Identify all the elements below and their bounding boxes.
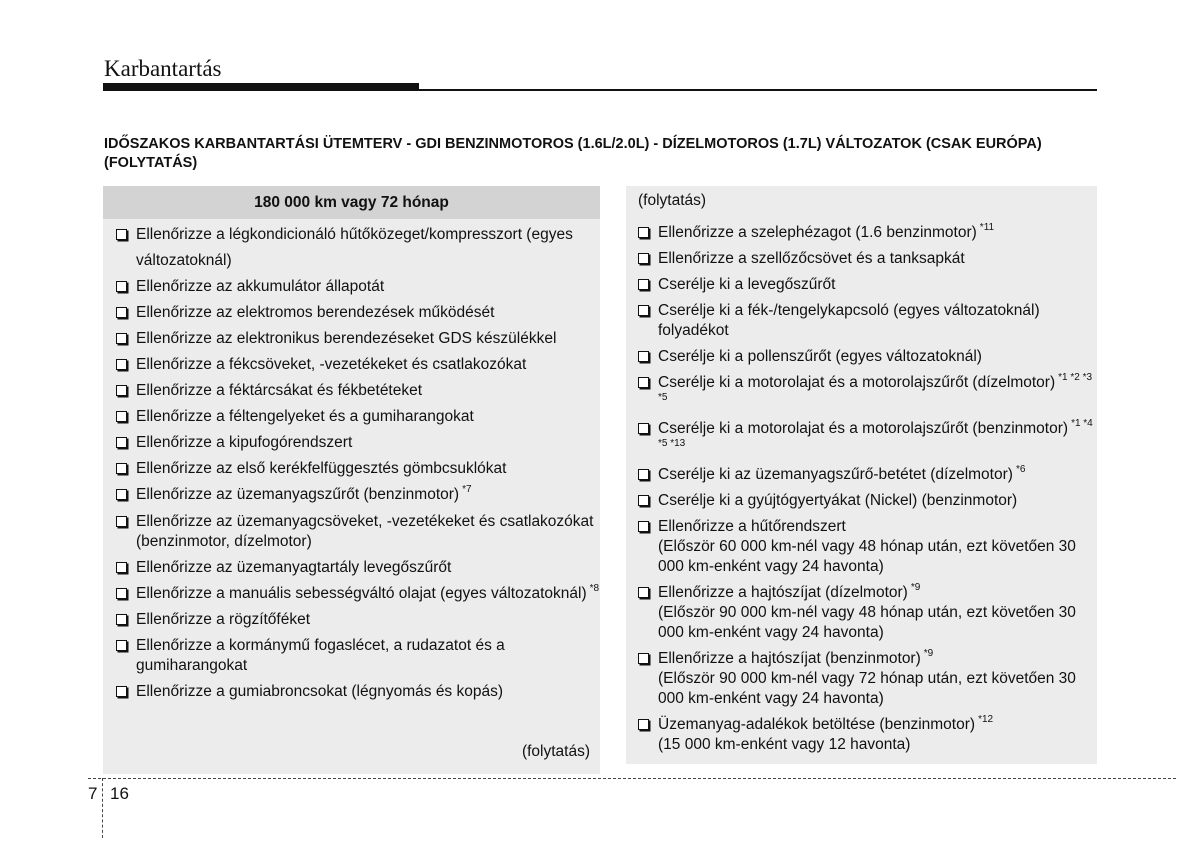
page-number: 16 (110, 784, 129, 803)
footnote-ref: *6 (1015, 464, 1026, 475)
checklist-item (116, 512, 600, 552)
footnote-ref: *1 *4 *5 *13 (658, 418, 1093, 449)
footnote-ref: *1 *2 *3 *5 (658, 372, 1093, 403)
checkbox-icon (116, 463, 127, 474)
item-text: Ellenőrizze a szelephézagot (1.6 benzinmotor) (658, 224, 977, 241)
checklist-item (116, 482, 600, 508)
item-text: Ellenőrizze a kipufogórendszert (136, 434, 353, 451)
item-text: Cserélje ki a motorolajat és a motorolajszűrőt (dízelmotor) (658, 374, 1056, 391)
checklist-item (116, 300, 600, 326)
left-schedule-box (103, 186, 600, 774)
continued-label: (folytatás) (521, 743, 590, 760)
chapter-number: 7 (88, 784, 98, 803)
item-text: Üzemanyag-adalékok betöltése (benzinmotor) (658, 716, 976, 733)
checklist-item (116, 558, 600, 578)
item-note: (Először 60 000 km-nél vagy 48 hónap után, ezt követően 30 000 km-enként vagy 24 havonta) (658, 538, 1076, 575)
item-text: Cserélje ki az üzemanyagszűrő-betétet (dízelmotor) (658, 466, 1013, 483)
interval-header: 180 000 km vagy 72 hónap (103, 186, 600, 219)
checklist-item (116, 352, 600, 378)
item-text: Ellenőrizze a rögzítőféket (136, 611, 311, 628)
checklist-item (116, 430, 600, 456)
checklist-item (116, 222, 600, 274)
item-text: Cserélje ki a gyújtógyertyákat (Nickel) (benzinmotor) (658, 492, 1018, 509)
item-text: Ellenőrizze a hajtószíjat (benzinmotor) (658, 650, 921, 667)
item-text: Ellenőrizze az elektromos berendezések működését (136, 304, 495, 321)
checklist-item (638, 583, 1097, 643)
checklist-item (638, 347, 1097, 367)
checklist-item (116, 404, 600, 430)
checklist-item (116, 326, 600, 352)
checkbox-icon (116, 588, 127, 599)
checkbox-icon (116, 281, 127, 292)
checkbox-icon (638, 351, 649, 362)
item-text: Ellenőrizze a hűtőrendszert (658, 518, 846, 535)
checkbox-icon (638, 495, 649, 506)
checkbox-icon (638, 423, 649, 434)
footnote-ref: *11 (979, 222, 995, 233)
item-note: (Először 90 000 km-nél vagy 48 hónap után, ezt követően 30 000 km-enként vagy 24 havonta) (658, 604, 1076, 641)
item-note: (Először 90 000 km-nél vagy 72 hónap után, ezt követően 30 000 km-enként vagy 24 havonta) (658, 670, 1076, 707)
checkbox-icon (638, 227, 649, 238)
continued-label: (folytatás) (638, 192, 707, 209)
checkbox-icon (116, 411, 127, 422)
item-text: Ellenőrizze az első kerékfelfüggesztés gömbcsuklókat (136, 460, 507, 477)
checklist-item (638, 223, 1097, 243)
schedule-heading: IDŐSZAKOS KARBANTARTÁSI ÜTEMTERV - GDI BENZINMOTOROS (1.6L/2.0L) - DÍZELMOTOROS (1.7L) VÁLTOZATOK (CSAK EURÓPA) (FOLYTATÁS) (104, 136, 1042, 171)
checkbox-icon (638, 305, 649, 316)
checklist-item (638, 517, 1097, 577)
item-text: Cserélje ki a pollenszűrőt (egyes változatoknál) (658, 348, 982, 365)
checklist-item (638, 649, 1097, 709)
checkbox-icon (116, 437, 127, 448)
checkbox-icon (116, 359, 127, 370)
checklist-item (116, 636, 600, 676)
checklist-item (638, 275, 1097, 295)
checkbox-icon (638, 653, 649, 664)
checkbox-icon (116, 307, 127, 318)
checklist-item (638, 419, 1097, 459)
item-text: Ellenőrizze a kormánymű fogaslécet, a rudazatot és a gumiharangokat (136, 637, 505, 674)
checklist-item (116, 682, 600, 702)
section-title: Karbantartás (104, 56, 222, 81)
checklist-item (638, 301, 1097, 341)
checklist-item (116, 584, 600, 604)
checkbox-icon (116, 640, 127, 651)
item-text: Ellenőrizze a légkondicionáló hűtőközeget/kompresszort (egyes változatoknál) (136, 226, 573, 269)
item-text: Ellenőrizze az üzemanyagszűrőt (benzinmotor) (136, 486, 460, 503)
item-text: Cserélje ki a levegőszűrőt (658, 276, 836, 293)
checkbox-icon (116, 489, 127, 500)
checkbox-icon (638, 469, 649, 480)
checkbox-icon (116, 686, 127, 697)
checkbox-icon (116, 614, 127, 625)
checkbox-icon (638, 377, 649, 388)
checklist-item (638, 373, 1097, 413)
item-text: Ellenőrizze a fékcsöveket, -vezetékeket és csatlakozókat (136, 356, 527, 373)
item-text: Cserélje ki a motorolajat és a motorolajszűrőt (benzinmotor) (658, 420, 1069, 437)
item-note: (15 000 km-enként vagy 12 havonta) (658, 736, 911, 753)
footnote-ref: *9 (910, 582, 921, 593)
checkbox-icon (116, 229, 127, 240)
checklist-item (116, 274, 600, 300)
title-underline-thin (103, 89, 1097, 91)
checkbox-icon (638, 587, 649, 598)
item-text: Ellenőrizze a féltengelyeket és a gumiharangokat (136, 408, 474, 425)
checklist-item (116, 456, 600, 482)
footnote-ref: *12 (978, 714, 994, 725)
item-text: Ellenőrizze az üzemanyagcsöveket, -vezetékeket és csatlakozókat (benzinmotor, dízelmotor) (136, 513, 594, 550)
right-schedule-box (626, 186, 1097, 764)
item-text: Ellenőrizze az elektronikus berendezéseket GDS készülékkel (136, 330, 557, 347)
item-text: Cserélje ki a fék-/tengelykapcsoló (egyes változatoknál) folyadékot (658, 302, 1040, 339)
item-text: Ellenőrizze a szellőzőcsövet és a tanksapkát (658, 250, 965, 267)
checkbox-icon (116, 385, 127, 396)
item-text: Ellenőrizze az üzemanyagtartály levegőszűrőt (136, 559, 452, 576)
footer-divider (88, 778, 1176, 779)
page-number-divider (102, 778, 103, 838)
checkbox-icon (638, 279, 649, 290)
checkbox-icon (116, 562, 127, 573)
footnote-ref: *7 (462, 484, 472, 495)
checklist-item (116, 378, 600, 404)
footnote-ref: *8 (589, 583, 600, 594)
checkbox-icon (116, 333, 127, 344)
checkbox-icon (638, 253, 649, 264)
checkbox-icon (638, 521, 649, 532)
item-text: Ellenőrizze a féktárcsákat és fékbetéteket (136, 382, 423, 399)
item-text: Ellenőrizze a manuális sebességváltó olajat (egyes változatoknál) (136, 585, 587, 602)
checklist-item (638, 249, 1097, 269)
checklist-item (116, 610, 600, 630)
checklist-item (638, 465, 1097, 485)
checkbox-icon (638, 719, 649, 730)
item-text: Ellenőrizze a hajtószíjat (dízelmotor) (658, 584, 908, 601)
left-checklist (103, 219, 600, 702)
item-text: Ellenőrizze a gumiabroncsokat (légnyomás és kopás) (136, 683, 504, 700)
right-checklist (626, 186, 1097, 755)
checklist-item (638, 715, 1097, 755)
checkbox-icon (116, 516, 127, 527)
footnote-ref: *9 (923, 648, 934, 659)
checklist-item (638, 491, 1097, 511)
item-text: Ellenőrizze az akkumulátor állapotát (136, 278, 385, 295)
